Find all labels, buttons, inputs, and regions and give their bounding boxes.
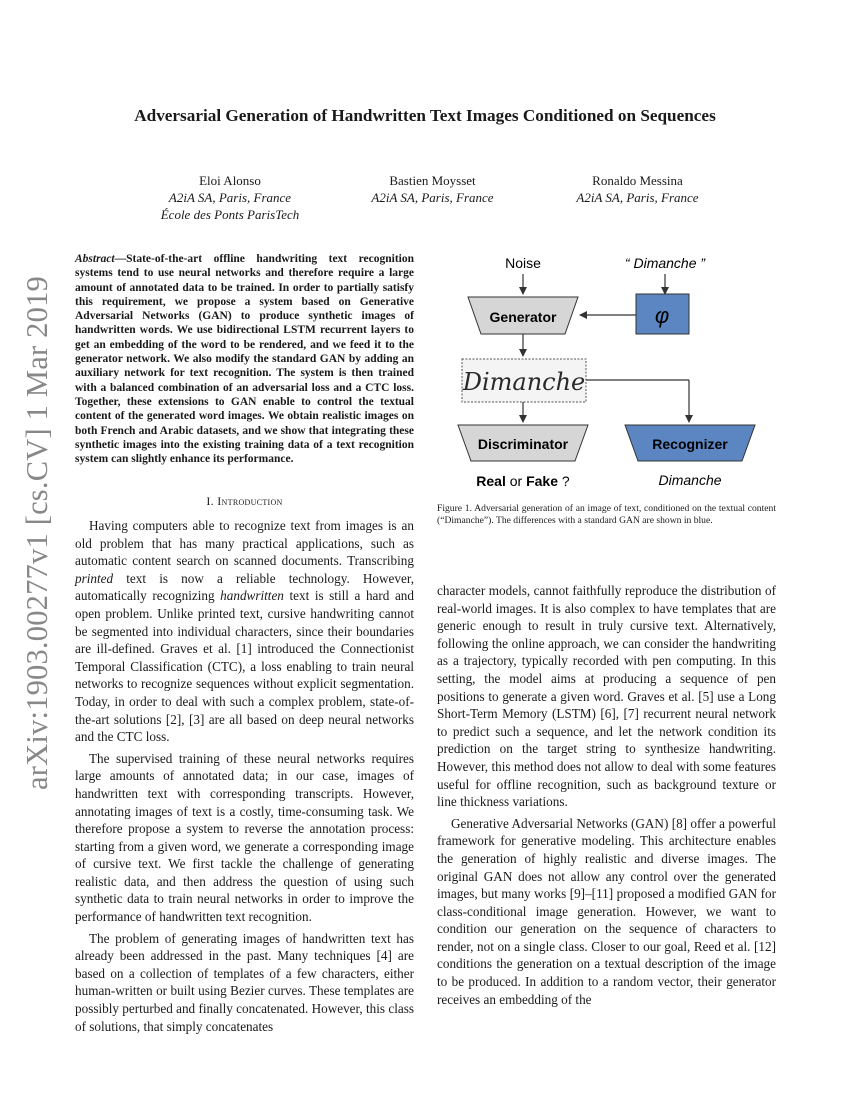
generator-label: Generator: [489, 309, 557, 325]
section-heading: [75, 494, 414, 509]
right-column: [437, 582, 776, 1008]
paragraph: Having computers able to recognize text from images is an old problem that has many practical applications, such as automatic content search on scanned documents. Transcribing printed text is now a reliable technology. However, automatically recognizing handwritten text is still a hard and open problem. Unlike printed text, cursive handwriting cannot be segmented into individual characters, since their boundaries are ill-defined. Graves et al. [1] introduced the Connectionist Temporal Classification (CTC), a loss enabling to train neural networks to recognize sequences without explicit segmentation. Today, in order to deal with such a complex problem, state-of-the-art solutions [2], [3] are all based on deep neural networks and the CTC loss.: [75, 518, 414, 745]
author-block-3: [560, 172, 715, 206]
paragraph: The supervised training of these neural networks requires large amounts of annotated data; in our case, images of handwritten text with corresponding transcripts. However, annotating images of text is a costly, time-consuming task. We therefore propose a system to reverse the annotation process: starting from a given word, we generate a corresponding image of cursive text. We first tackle the challenge of generating realistic data, and then address the question of using such synthetic data to train neural networks in order to improve the performance of handwritten text recognition.: [75, 750, 414, 925]
paper-title: Adversarial Generation of Handwritten Text Images Conditioned on Sequences: [134, 106, 716, 125]
abstract: [75, 252, 414, 466]
paragraph: Generative Adversarial Networks (GAN) [8] offer a powerful framework for generative modeling. This architecture enables the generation of highly realistic and diverse images. The original GAN does not allow any control over the generated images, but many works [9]–[11] proposed a modified GAN for class-conditional image generation. However, we want to condition our generation on the sequence of characters to render, not on a single class. Closer to our goal, Reed et al. [12] conditions the generation on a textual description of the image to be produced. In addition to a random vector, their generator receives an embedding of the: [437, 815, 776, 1007]
paragraph: The problem of generating images of handwritten text has already been addressed in the past. Many techniques [4] are based on a collection of templates of a few characters, either human-written or built using Bezier curves. These templates are possibly perturbed and finally concatenated. However, this class of solutions, that simply concatenates: [75, 930, 414, 1034]
generated-word: Dimanche: [462, 368, 586, 396]
author-name: Bastien Moysset: [389, 173, 476, 188]
author-affiliation: A2iA SA, Paris, France: [168, 190, 292, 205]
recognizer-label: Recognizer: [652, 436, 728, 452]
output-label: Real or Fake ?: [476, 473, 570, 489]
section-number: I.: [206, 494, 214, 508]
section-title: Introduction: [217, 494, 283, 508]
discriminator-label: Discriminator: [477, 436, 569, 452]
noise-label: Noise: [505, 255, 541, 271]
author-name: Ronaldo Messina: [592, 173, 683, 188]
author-name: Eloi Alonso: [199, 173, 261, 188]
author-block-2: [355, 172, 510, 206]
abstract-label: Abstract: [75, 253, 115, 265]
abstract-text: —State-of-the-art offline handwriting text recognition systems tend to use neural networks and therefore require a large amount of annotated data to be trained. In order to partially satisfy this requirement, we propose a system based on Generative Adversarial Networks (GAN) to produce synthetic images of handwritten words. We use bidirectional LSTM recurrent layers to get an embedding of the word to be rendered, and we feed it to the generator network. We also modify the standard GAN by adding an auxiliary network for text recognition. The system is then trained with a balanced combination of an adversarial loss and a CTC loss. Together, these extensions to GAN enable to control the textual content of the generated word images. We obtain realistic images on both French and Arabic datasets, and we show that integrating these synthetic images into the existing training data of a text recognition system can slightly enhance its performance.: [75, 253, 414, 466]
left-column: [75, 517, 414, 1035]
phi-symbol: φ: [654, 303, 670, 328]
author-affiliation: A2iA SA, Paris, France: [371, 190, 494, 205]
figure-caption: Figure 1. Adversarial generation of an image of text, conditioned on the textual content (“Dimanche”). The differences with a standard GAN are shown in blue.: [437, 503, 776, 526]
paragraph: character models, cannot faithfully reproduce the distribution of real-world images. It is also complex to have templates that are generic enough to result in truly cursive text. Alternatively, following the online approach, we can consider the handwriting as a trajectory, typically recorded with pen computing. In this setting, the model aims at producing a sequence of pen positions to generate a given word. Graves et al. [5] use a Long Short-Term Memory (LSTM) [6], [7] recurrent neural network to predict such a sequence, and let the network condition its prediction on the target string to synthesize handwriting. However, this method does not allow to deal with some features useful for offline recognition, such as background texture or line thickness variations.: [437, 583, 776, 810]
author-affiliation: École des Ponts ParisTech: [160, 207, 300, 222]
author-block-1: [150, 172, 310, 223]
figure-1-diagram: [437, 248, 776, 498]
arxiv-stamp: arXiv:1903.00277v1 [cs.CV] 1 Mar 2019: [20, 276, 54, 790]
recognized-text: Dimanche: [658, 472, 722, 488]
author-affiliation: A2iA SA, Paris, France: [576, 190, 699, 205]
word-label: “ Dimanche ”: [624, 255, 706, 271]
